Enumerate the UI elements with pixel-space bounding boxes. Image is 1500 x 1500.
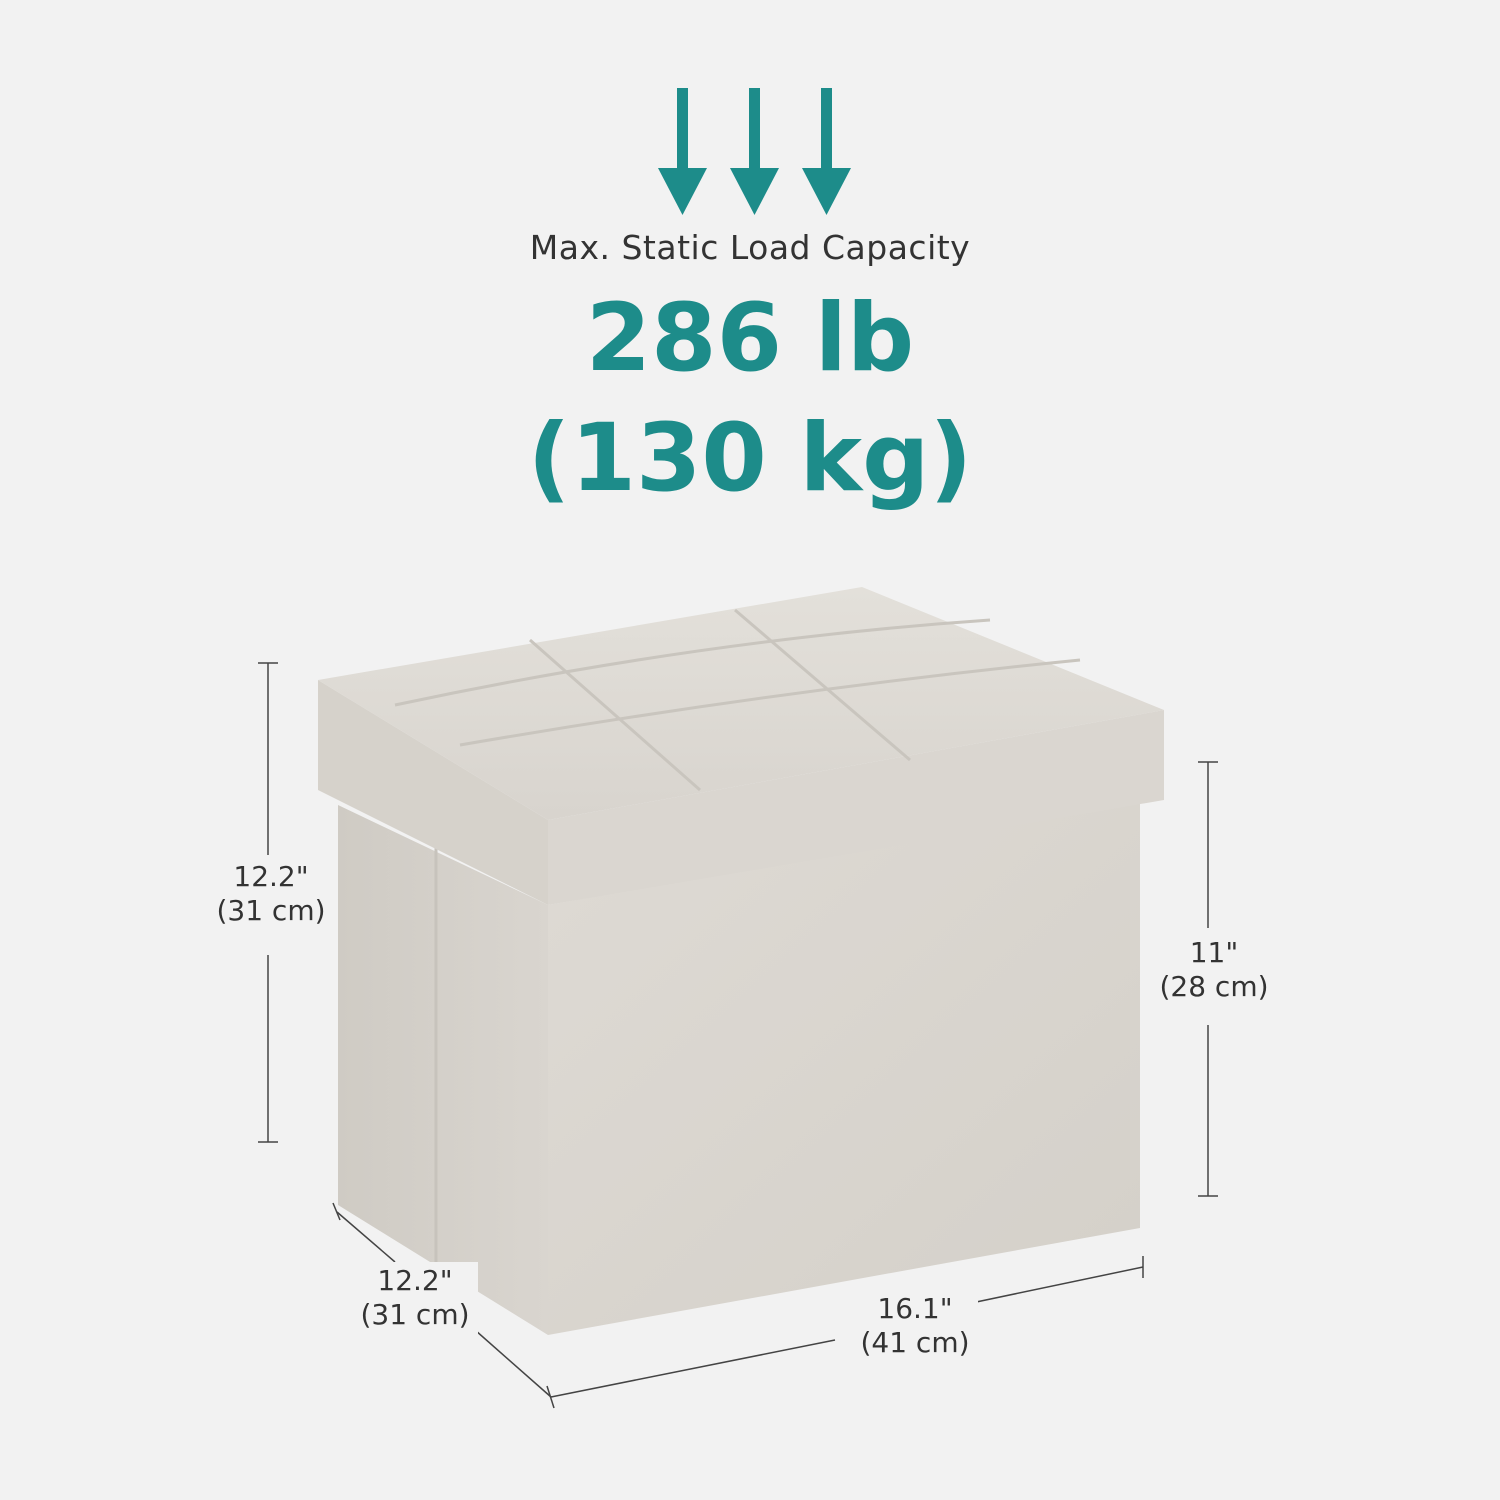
load-caption: Max. Static Load Capacity bbox=[529, 228, 971, 267]
width-label: 16.1" (41 cm) bbox=[852, 1290, 978, 1362]
body-height-label: 11" (28 cm) bbox=[1148, 934, 1280, 1006]
load-metric: (130 kg) bbox=[527, 404, 973, 513]
total-height-label: 12.2" (31 cm) bbox=[208, 858, 334, 930]
depth-label: 12.2" (31 cm) bbox=[352, 1262, 478, 1334]
load-imperial: 286 lb bbox=[585, 284, 915, 393]
